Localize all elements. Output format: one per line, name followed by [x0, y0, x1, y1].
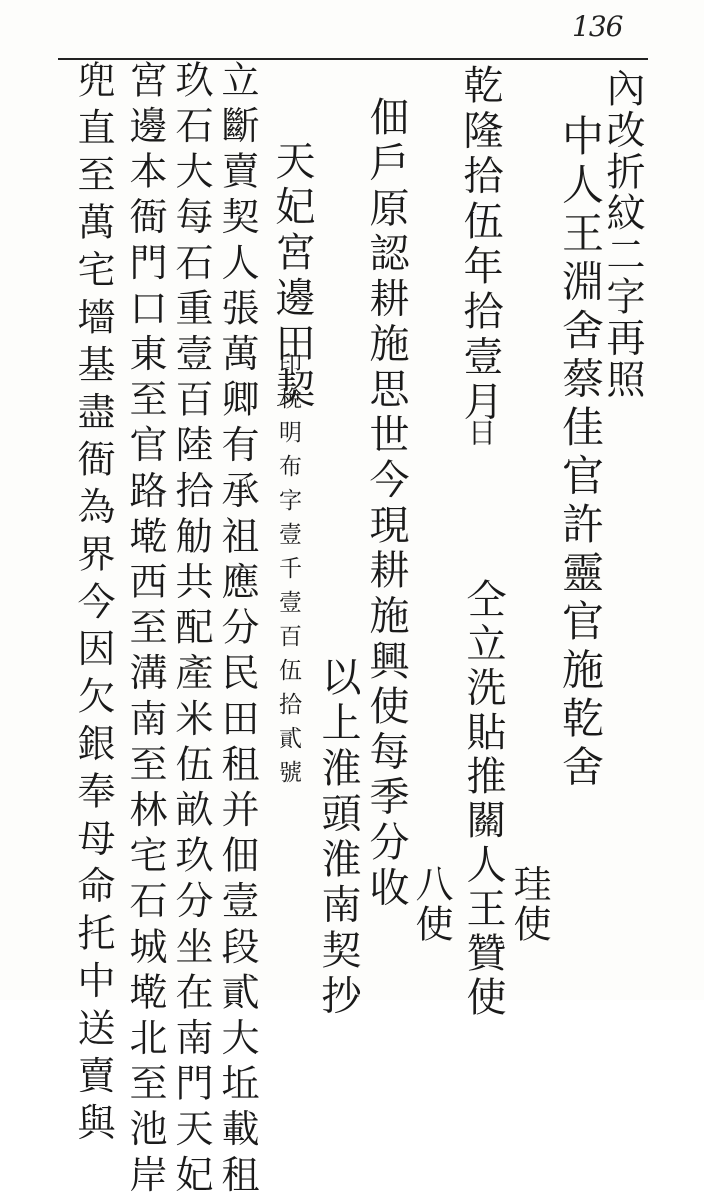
date-day: 日: [464, 418, 497, 446]
deed-title: 天妃宮邊田契: [269, 140, 315, 413]
signatory-line: 仝立洗貼推關人王贊使: [460, 578, 506, 1020]
date-line: 乾隆拾伍年拾壹月: [457, 64, 503, 426]
reference-note: 以上淮頭淮南契抄: [315, 656, 361, 1020]
page-number: 136: [572, 10, 623, 43]
deed-body-line-4: 兜直至萬宅墻基盡衙為界今因欠銀奉母命托中送賣與: [71, 60, 115, 1151]
deed-body-line-1: 立斷賣契人張萬卿有承祖應分民田租并佃壹段貳大坵載租: [215, 60, 259, 1200]
seal-note: 印稅明布字壹千壹百伍拾貳號: [275, 352, 301, 794]
tenant-line: 佃戶原認耕施思世今現耕施興使每季分收: [363, 96, 409, 912]
signatory-role-1: 珪使: [507, 864, 551, 944]
deed-body-line-2: 玖石大每石重壹百陸拾觔共配產米伍畝玖分坐在南門天妃: [169, 60, 213, 1200]
signatory-role-2: 八使: [409, 864, 453, 944]
correction-note: 內改折紋二字再照: [600, 68, 645, 401]
witness-line: 中人王淵舍蔡佳官許靈官施乾舍: [556, 114, 605, 793]
deed-body-line-3: 宮邊本衙門口東至官路墘西至溝南至林宅石城墘北至池岸: [123, 60, 167, 1200]
